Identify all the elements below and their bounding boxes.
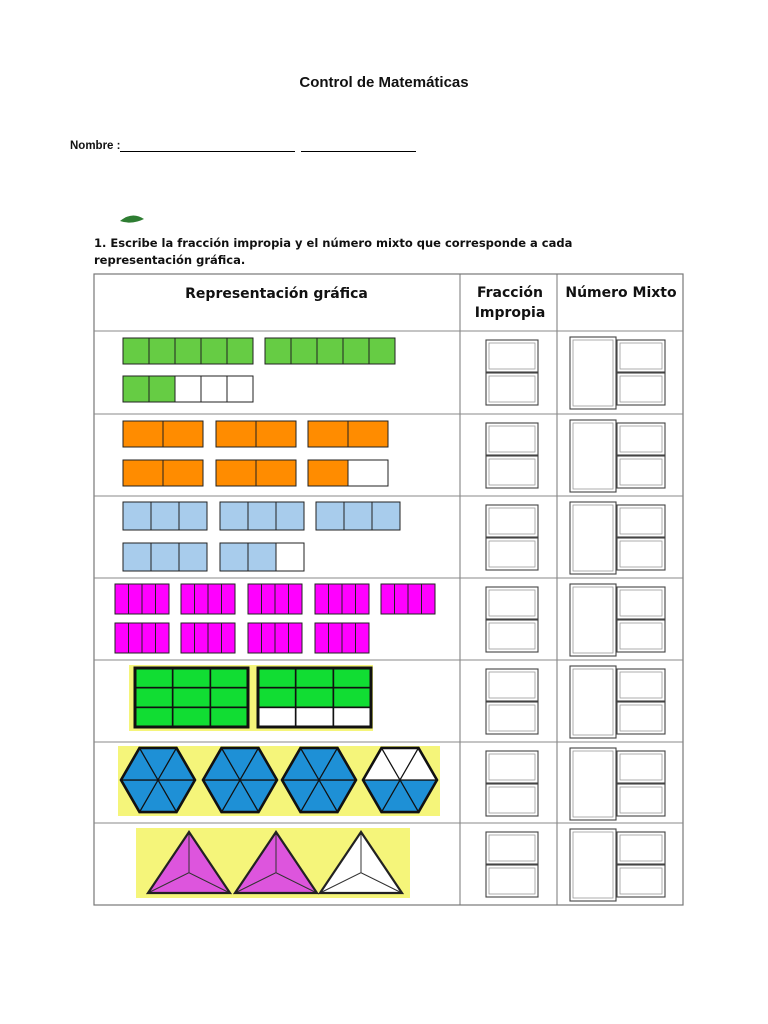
fraction-part bbox=[173, 668, 211, 688]
box-outer bbox=[617, 373, 665, 405]
fraction-whole bbox=[115, 584, 169, 614]
fraction-part bbox=[275, 584, 289, 614]
fraction-part bbox=[222, 584, 236, 614]
fraction-part bbox=[342, 623, 356, 653]
fraction-part bbox=[156, 584, 170, 614]
box-outer bbox=[486, 505, 538, 537]
fraction-part bbox=[296, 688, 334, 708]
fraction-part bbox=[129, 623, 143, 653]
mixed-numerator-box[interactable] bbox=[617, 423, 665, 455]
numerator-box[interactable] bbox=[486, 340, 538, 372]
mixed-numerator-box[interactable] bbox=[617, 751, 665, 783]
fraction-whole bbox=[220, 502, 304, 530]
mixed-denominator-box[interactable] bbox=[617, 620, 665, 652]
box-outer bbox=[617, 751, 665, 783]
fraction-whole bbox=[315, 623, 369, 653]
numerator-box[interactable] bbox=[486, 832, 538, 864]
fraction-part bbox=[256, 460, 296, 486]
fraction-part bbox=[289, 584, 303, 614]
box-outer bbox=[570, 502, 616, 574]
fraction-part bbox=[115, 623, 129, 653]
fraction-part bbox=[315, 623, 329, 653]
fraction-part bbox=[123, 460, 163, 486]
fraction-whole bbox=[316, 502, 400, 530]
fraction-part bbox=[123, 376, 149, 402]
fraction-part bbox=[276, 502, 304, 530]
whole-number-box[interactable] bbox=[570, 748, 616, 820]
fraction-part bbox=[227, 338, 253, 364]
box-outer bbox=[486, 620, 538, 652]
fraction-part bbox=[222, 623, 236, 653]
fraction-part bbox=[220, 543, 248, 571]
fraction-part bbox=[142, 623, 156, 653]
fraction-whole bbox=[123, 543, 207, 571]
instruction-text: 1. Escribe la fracción impropia y el número mixto que corresponde a cada representación gráfica. bbox=[94, 236, 573, 267]
box-outer bbox=[617, 505, 665, 537]
fraction-part bbox=[123, 543, 151, 571]
whole-number-box[interactable] bbox=[570, 337, 616, 409]
fraction-part bbox=[216, 460, 256, 486]
fraction-part bbox=[308, 421, 348, 447]
fraction-part bbox=[248, 584, 262, 614]
mixed-denominator-box[interactable] bbox=[617, 456, 665, 488]
mixed-denominator-box[interactable] bbox=[617, 702, 665, 734]
fraction-part bbox=[135, 688, 173, 708]
fraction-part bbox=[142, 584, 156, 614]
fraction-part bbox=[135, 668, 173, 688]
box-outer bbox=[617, 456, 665, 488]
mixed-numerator-box[interactable] bbox=[617, 505, 665, 537]
fraction-part bbox=[316, 502, 344, 530]
box-outer bbox=[617, 784, 665, 816]
denominator-box[interactable] bbox=[486, 538, 538, 570]
fraction-part bbox=[343, 338, 369, 364]
fraction-whole bbox=[258, 668, 371, 727]
box-outer bbox=[570, 748, 616, 820]
fraction-part bbox=[291, 338, 317, 364]
box-outer bbox=[617, 865, 665, 897]
fraction-part bbox=[123, 421, 163, 447]
fraction-part bbox=[265, 338, 291, 364]
fraction-whole bbox=[308, 421, 388, 447]
box-outer bbox=[486, 423, 538, 455]
fraction-part bbox=[333, 668, 371, 688]
fraction-part bbox=[210, 668, 248, 688]
fraction-part bbox=[195, 623, 209, 653]
fraction-part bbox=[151, 543, 179, 571]
box-outer bbox=[617, 423, 665, 455]
fraction-part bbox=[179, 543, 207, 571]
fraction-whole bbox=[216, 421, 296, 447]
fraction-part bbox=[175, 376, 201, 402]
fraction-part bbox=[129, 584, 143, 614]
numerator-box[interactable] bbox=[486, 669, 538, 701]
fraction-part bbox=[181, 623, 195, 653]
fraction-whole bbox=[181, 584, 235, 614]
header-graphic: Representación gráfica bbox=[185, 286, 368, 302]
fraction-part bbox=[408, 584, 422, 614]
fraction-whole bbox=[308, 460, 388, 486]
fraction-part bbox=[149, 376, 175, 402]
fraction-part bbox=[210, 688, 248, 708]
fraction-part bbox=[342, 584, 356, 614]
mixed-denominator-box[interactable] bbox=[617, 865, 665, 897]
fraction-part bbox=[275, 623, 289, 653]
whole-number-box[interactable] bbox=[570, 420, 616, 492]
fraction-part bbox=[333, 688, 371, 708]
fraction-part bbox=[123, 502, 151, 530]
box-outer bbox=[617, 702, 665, 734]
box-outer bbox=[617, 832, 665, 864]
fraction-whole bbox=[123, 421, 203, 447]
fraction-part bbox=[195, 584, 209, 614]
fraction-part bbox=[208, 584, 222, 614]
fraction-part bbox=[381, 584, 395, 614]
numerator-box[interactable] bbox=[486, 751, 538, 783]
fraction-part bbox=[149, 338, 175, 364]
fraction-part bbox=[276, 543, 304, 571]
fraction-part bbox=[179, 502, 207, 530]
fraction-part bbox=[289, 623, 303, 653]
box-outer bbox=[486, 669, 538, 701]
page-title: Control de Matemáticas bbox=[299, 74, 469, 91]
header-improper-fraction: Fracción Impropia bbox=[474, 285, 546, 321]
name-label: Nombre : bbox=[70, 140, 121, 152]
fraction-part bbox=[163, 460, 203, 486]
box-outer bbox=[486, 702, 538, 734]
fraction-part bbox=[208, 623, 222, 653]
denominator-box[interactable] bbox=[486, 702, 538, 734]
box-outer bbox=[617, 620, 665, 652]
box-outer bbox=[486, 832, 538, 864]
mixed-numerator-box[interactable] bbox=[617, 669, 665, 701]
box-outer bbox=[570, 420, 616, 492]
fraction-part bbox=[422, 584, 436, 614]
whole-number-box[interactable] bbox=[570, 584, 616, 656]
box-outer bbox=[486, 751, 538, 783]
denominator-box[interactable] bbox=[486, 620, 538, 652]
fraction-whole bbox=[265, 338, 395, 364]
fraction-part bbox=[333, 707, 371, 727]
box-outer bbox=[617, 669, 665, 701]
numerator-box[interactable] bbox=[486, 423, 538, 455]
fraction-whole bbox=[248, 623, 302, 653]
fraction-whole bbox=[123, 460, 203, 486]
fraction-part bbox=[201, 376, 227, 402]
fraction-whole bbox=[123, 376, 253, 402]
whole-number-box[interactable] bbox=[570, 502, 616, 574]
whole-number-box[interactable] bbox=[570, 829, 616, 901]
box-outer bbox=[570, 584, 616, 656]
fraction-part bbox=[123, 338, 149, 364]
fraction-part bbox=[262, 623, 276, 653]
fraction-part bbox=[115, 584, 129, 614]
fraction-part bbox=[369, 338, 395, 364]
fraction-part bbox=[356, 584, 370, 614]
box-outer bbox=[570, 666, 616, 738]
fraction-part bbox=[308, 460, 348, 486]
fraction-part bbox=[210, 707, 248, 727]
fraction-part bbox=[344, 502, 372, 530]
fraction-part bbox=[258, 707, 296, 727]
fraction-part bbox=[395, 584, 409, 614]
fraction-part bbox=[173, 688, 211, 708]
fraction-part bbox=[329, 584, 343, 614]
box-outer bbox=[617, 587, 665, 619]
box-outer bbox=[617, 538, 665, 570]
fraction-whole bbox=[315, 584, 369, 614]
fraction-part bbox=[175, 338, 201, 364]
fraction-whole bbox=[123, 338, 253, 364]
fraction-whole bbox=[381, 584, 435, 614]
fraction-whole bbox=[135, 668, 248, 727]
fraction-part bbox=[296, 668, 334, 688]
box-outer bbox=[486, 587, 538, 619]
fraction-whole bbox=[115, 623, 169, 653]
fraction-part bbox=[317, 338, 343, 364]
mixed-denominator-box[interactable] bbox=[617, 373, 665, 405]
fraction-part bbox=[248, 543, 276, 571]
fraction-whole bbox=[123, 502, 207, 530]
fraction-part bbox=[248, 502, 276, 530]
box-outer bbox=[570, 829, 616, 901]
mixed-numerator-box[interactable] bbox=[617, 832, 665, 864]
fraction-part bbox=[181, 584, 195, 614]
fraction-part bbox=[220, 502, 248, 530]
mixed-numerator-box[interactable] bbox=[617, 340, 665, 372]
header-mixed-number: Número Mixto bbox=[565, 285, 677, 301]
fraction-part bbox=[227, 376, 253, 402]
fraction-part bbox=[262, 584, 276, 614]
fraction-part bbox=[248, 623, 262, 653]
mixed-denominator-box[interactable] bbox=[617, 784, 665, 816]
fraction-part bbox=[372, 502, 400, 530]
fraction-part bbox=[348, 460, 388, 486]
denominator-box[interactable] bbox=[486, 784, 538, 816]
fraction-part bbox=[329, 623, 343, 653]
fraction-part bbox=[173, 707, 211, 727]
mixed-denominator-box[interactable] bbox=[617, 538, 665, 570]
denominator-box[interactable] bbox=[486, 865, 538, 897]
fraction-part bbox=[258, 688, 296, 708]
fraction-part bbox=[258, 668, 296, 688]
denominator-box[interactable] bbox=[486, 373, 538, 405]
fraction-part bbox=[156, 623, 170, 653]
box-outer bbox=[570, 337, 616, 409]
numerator-box[interactable] bbox=[486, 587, 538, 619]
fraction-part bbox=[163, 421, 203, 447]
box-outer bbox=[486, 538, 538, 570]
fraction-whole bbox=[216, 460, 296, 486]
box-outer bbox=[486, 456, 538, 488]
fraction-part bbox=[348, 421, 388, 447]
numerator-box[interactable] bbox=[486, 505, 538, 537]
box-outer bbox=[486, 340, 538, 372]
box-outer bbox=[486, 373, 538, 405]
mixed-numerator-box[interactable] bbox=[617, 587, 665, 619]
fraction-whole bbox=[181, 623, 235, 653]
box-outer bbox=[486, 784, 538, 816]
fraction-part bbox=[256, 421, 296, 447]
fraction-whole bbox=[248, 584, 302, 614]
box-outer bbox=[617, 340, 665, 372]
fraction-whole bbox=[220, 543, 304, 571]
fraction-part bbox=[216, 421, 256, 447]
fraction-part bbox=[201, 338, 227, 364]
denominator-box[interactable] bbox=[486, 456, 538, 488]
whole-number-box[interactable] bbox=[570, 666, 616, 738]
box-outer bbox=[486, 865, 538, 897]
fraction-part bbox=[315, 584, 329, 614]
fraction-part bbox=[356, 623, 370, 653]
fraction-part bbox=[151, 502, 179, 530]
fraction-part bbox=[135, 707, 173, 727]
fraction-part bbox=[296, 707, 334, 727]
